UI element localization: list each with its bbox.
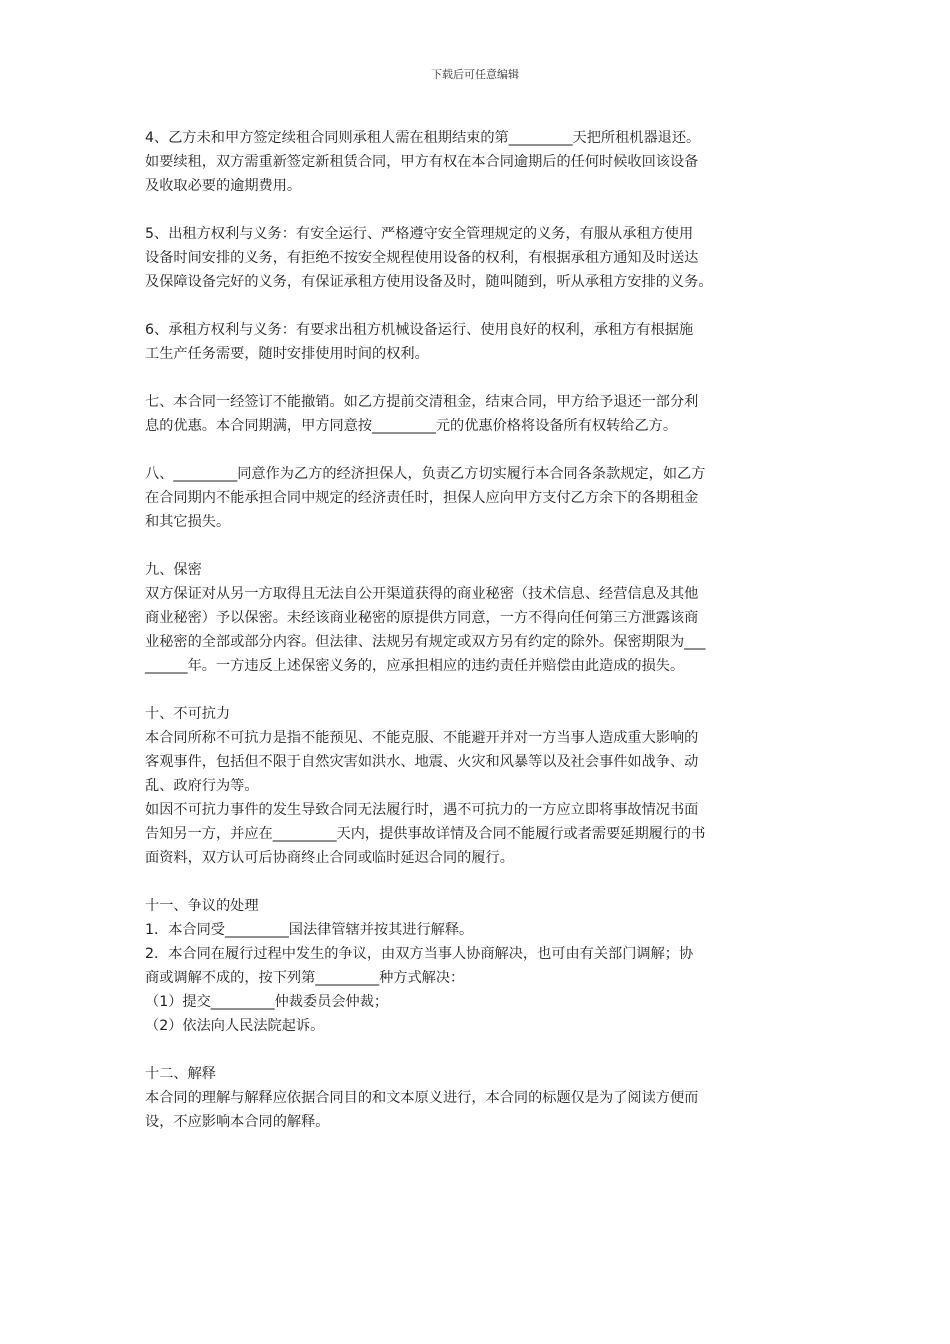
- text-line: 设，不应影响本合同的解释。: [145, 1114, 330, 1130]
- text-line: 七、本合同一经签订不能撤销。如乙方提前交清租金，结束合同，甲方给予退还一部分利: [145, 394, 699, 410]
- text-line: 如因不可抗力事件的发生导致合同无法履行时，遇不可抗力的一方应立即将事故情况书面: [145, 802, 699, 818]
- clause-12-interpretation: [145, 1062, 810, 1134]
- text-line: 及收取必要的逾期费用。: [145, 178, 302, 194]
- text-line: 6、承租方权利与义务：有要求出租方机械设备运行、使用良好的权利，承租方有根据施: [145, 322, 694, 338]
- clause-7-irrevocable: [145, 390, 810, 438]
- text-line: 及保障设备完好的义务，有保证承租方使用设备及时，随叫随到，听从承租方安排的义务。: [145, 274, 713, 290]
- clause-9-confidentiality: [145, 558, 810, 678]
- text-line: 客观事件，包括但不限于自然灾害如洪水、地震、火灾和风暴等以及社会事件如战争、动: [145, 754, 699, 770]
- clause-5-lessor-rights: [145, 222, 810, 294]
- clause-10-force-majeure: [145, 702, 810, 870]
- clause-6-lessee-rights: [145, 318, 810, 366]
- section-heading: 九、保密: [145, 562, 202, 578]
- text-line: 息的优惠。本合同期满，甲方同意按_________元的优惠价格将设备所有权转给乙方。: [145, 418, 678, 434]
- section-heading: 十、不可抗力: [145, 706, 231, 722]
- text-line: 设备时间安排的义务，有拒绝不按安全规程使用设备的权利，有根据承租方通知及时送达: [145, 250, 699, 266]
- text-line: 2．本合同在履行过程中发生的争议，由双方当事人协商解决，也可由有关部门调解；协: [145, 946, 694, 962]
- page-header: 下载后可任意编辑: [431, 68, 519, 81]
- text-line: 八、_________同意作为乙方的经济担保人，负责乙方切实履行本合同各条款规定，如乙方: [145, 466, 706, 482]
- text-line: （1）提交_________仲裁委员会仲裁；: [145, 994, 389, 1010]
- text-line: 面资料，双方认可后协商终止合同或临时延迟合同的履行。: [145, 850, 514, 866]
- text-line: 4、乙方未和甲方签定续租合同则承租人需在租期结束的第_________天把所租机器退还。: [145, 130, 701, 146]
- document-body: [145, 126, 810, 1158]
- clause-8-guarantor: [145, 462, 810, 534]
- text-line: 业秘密的全部或部分内容。但法律、法规另有规定或双方另有约定的除外。保密期限为___: [145, 634, 706, 650]
- text-line: 本合同的理解与解释应依据合同目的和文本原义进行，本合同的标题仅是为了阅读方便而: [145, 1090, 699, 1106]
- clause-11-disputes: [145, 894, 810, 1038]
- text-line: 和其它损失。: [145, 514, 231, 530]
- text-line: 本合同所称不可抗力是指不能预见、不能克服、不能避开并对一方当事人造成重大影响的: [145, 730, 699, 746]
- text-line: 1．本合同受_________国法律管辖并按其进行解释。: [145, 922, 474, 938]
- text-line: 乱、政府行为等。: [145, 778, 259, 794]
- text-line: （2）依法向人民法院起诉。: [145, 1018, 325, 1034]
- clause-4-return-machine: [145, 126, 810, 198]
- text-line: ______年。一方违反上述保密义务的，应承担相应的违约责任并赔偿由此造成的损失。: [145, 658, 685, 674]
- section-heading: 十二、解释: [145, 1066, 216, 1082]
- text-line: 商业秘密）予以保密。未经该商业秘密的原提供方同意，一方不得向任何第三方泄露该商: [145, 610, 699, 626]
- text-line: 告知另一方，并应在_________天内，提供事故详情及合同不能履行或者需要延期履行的书: [145, 826, 706, 842]
- section-heading: 十一、争议的处理: [145, 898, 259, 914]
- text-line: 双方保证对从另一方取得且无法自公开渠道获得的商业秘密（技术信息、经营信息及其他: [145, 586, 699, 602]
- text-line: 如要续租，双方需重新签定新租赁合同，甲方有权在本合同逾期后的任何时候收回该设备: [145, 154, 699, 170]
- text-line: 工生产任务需要，随时安排使用时间的权利。: [145, 346, 429, 362]
- text-line: 商或调解不成的，按下列第_________种方式解决：: [145, 970, 465, 986]
- text-line: 在合同期内不能承担合同中规定的经济责任时，担保人应向甲方支付乙方余下的各期租金: [145, 490, 699, 506]
- text-line: 5、出租方权利与义务：有安全运行、严格遵守安全管理规定的义务，有服从承租方使用: [145, 226, 694, 242]
